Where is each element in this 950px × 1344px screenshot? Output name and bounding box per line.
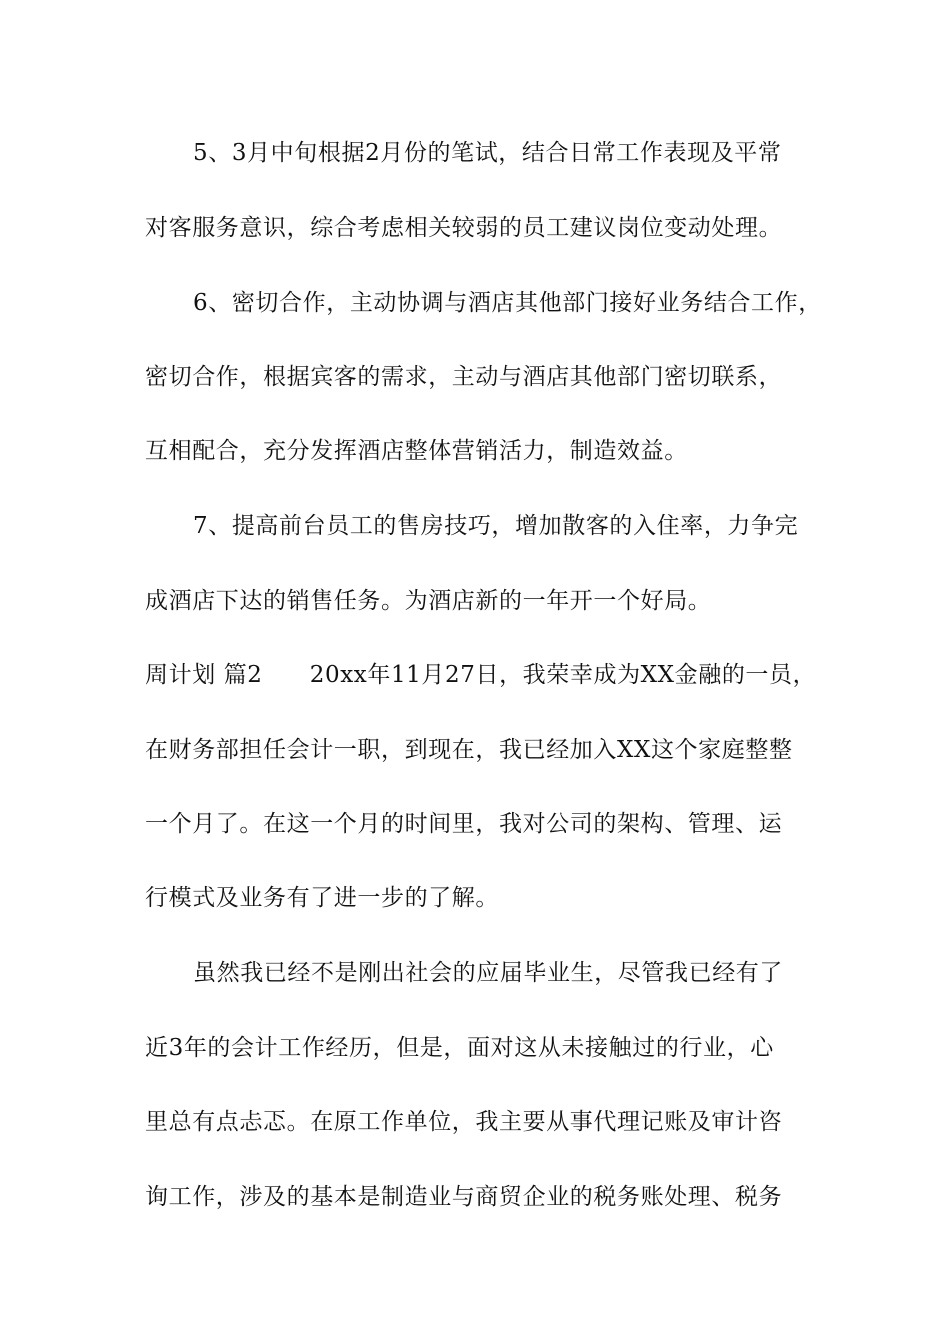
section-heading-line: 周计划 篇2 20xx年11月27日，我荣幸成为XX金融的一员， — [145, 662, 817, 688]
paragraph-line: 里总有点忐忑。在原工作单位，我主要从事代理记账及审计咨 — [145, 1109, 783, 1135]
paragraph-line: 虽然我已经不是刚出社会的应届毕业生，尽管我已经有了 — [193, 960, 783, 986]
paragraph-line: 5、3月中旬根据2月份的笔试，结合日常工作表现及平常 — [193, 140, 782, 166]
paragraph-line: 6、密切合作，主动协调与酒店其他部门接好业务结合工作， — [193, 290, 822, 316]
paragraph-line: 行模式及业务有了进一步的了解。 — [145, 885, 499, 911]
paragraph-line: 一个月了。在这一个月的时间里，我对公司的架构、管理、运 — [145, 811, 783, 837]
paragraph-line: 近3年的会计工作经历，但是，面对这从未接触过的行业，心 — [145, 1035, 774, 1061]
paragraph-line: 密切合作，根据宾客的需求，主动与酒店其他部门密切联系， — [145, 364, 783, 390]
paragraph-line: 成酒店下达的销售任务。为酒店新的一年开一个好局。 — [145, 588, 712, 614]
paragraph-line: 互相配合，充分发挥酒店整体营销活力，制造效益。 — [145, 438, 688, 464]
paragraph-line: 对客服务意识，综合考虑相关较弱的员工建议岗位变动处理。 — [145, 215, 783, 241]
paragraph-line: 询工作，涉及的基本是制造业与商贸企业的税务账处理、税务 — [145, 1184, 783, 1210]
paragraph-line: 在财务部担任会计一职，到现在，我已经加入XX这个家庭整整 — [145, 737, 793, 763]
paragraph-line: 7、提高前台员工的售房技巧，增加散客的入住率，力争完 — [193, 513, 799, 539]
